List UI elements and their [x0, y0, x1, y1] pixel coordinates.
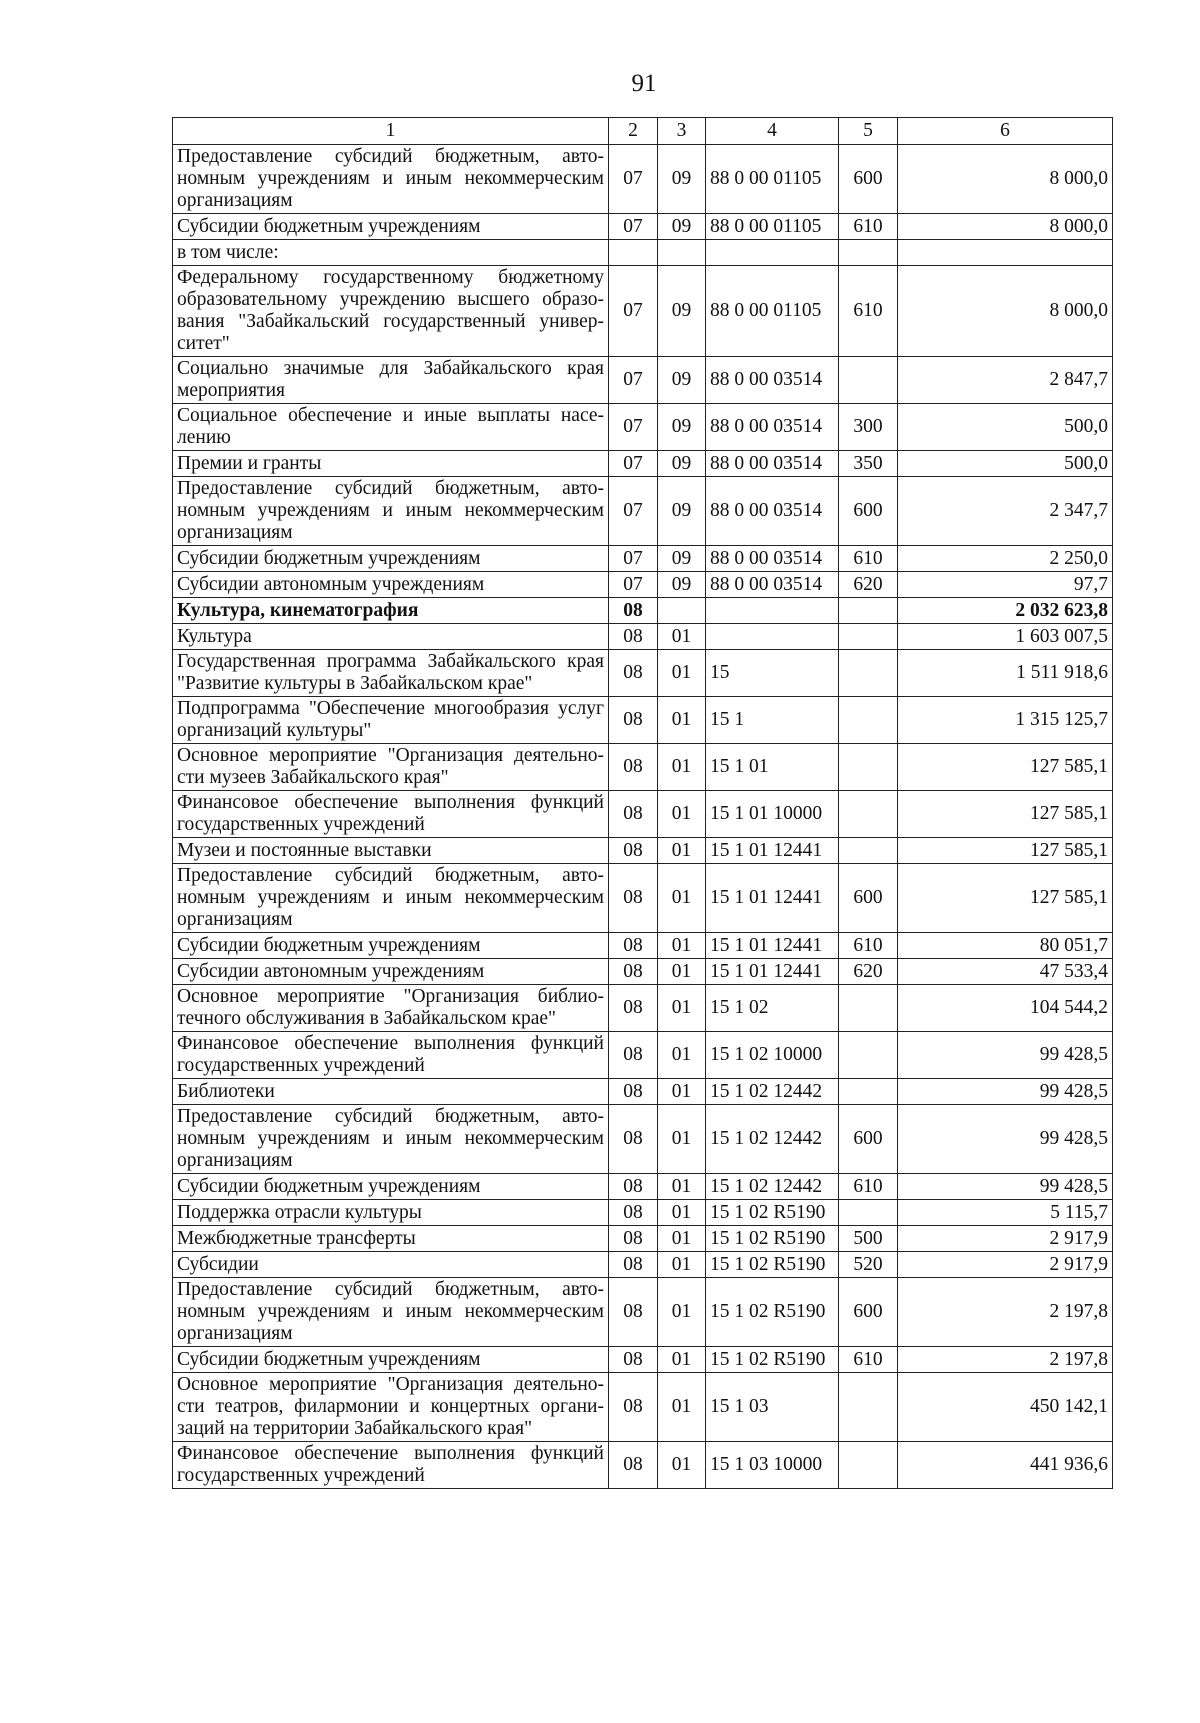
- row-amount-cell: 450 142,1: [898, 1373, 1113, 1442]
- row-amount-cell: 104 544,2: [898, 985, 1113, 1032]
- table-row: [173, 1174, 1113, 1200]
- table-row: [173, 1079, 1113, 1105]
- row-expense-type-cell: [839, 1032, 898, 1079]
- table-row: [173, 791, 1113, 838]
- row-target-article-cell: 15 1 02 R5190: [706, 1252, 839, 1278]
- row-amount-cell: 441 936,6: [898, 1442, 1113, 1489]
- row-name-cell: Библиотеки: [173, 1079, 609, 1105]
- table-row: [173, 1252, 1113, 1278]
- row-expense-type-cell: [839, 697, 898, 744]
- row-amount-cell: 2 032 623,8: [898, 598, 1113, 624]
- table-row: [173, 624, 1113, 650]
- row-subsection-cell: 09: [658, 214, 706, 240]
- table-header-row: [173, 118, 1113, 145]
- row-subsection-cell: 01: [658, 744, 706, 791]
- column-header-3: 3: [658, 118, 706, 145]
- row-subsection-cell: [658, 240, 706, 266]
- row-name-cell: Предоставление субсидий бюджетным, автономным учреждениям и иным некоммерческим организациям: [173, 1278, 609, 1347]
- table-row: [173, 1200, 1113, 1226]
- row-subsection-cell: 01: [658, 1079, 706, 1105]
- row-subsection-cell: 01: [658, 864, 706, 933]
- row-section-cell: 07: [609, 404, 658, 451]
- row-name-cell: Премии и гранты: [173, 451, 609, 477]
- row-expense-type-cell: [839, 357, 898, 404]
- row-amount-cell: 8 000,0: [898, 145, 1113, 214]
- row-target-article-cell: 88 0 00 01105: [706, 266, 839, 357]
- row-target-article-cell: 88 0 00 01105: [706, 214, 839, 240]
- row-target-article-cell: 15 1 01 12441: [706, 864, 839, 933]
- table-row: [173, 546, 1113, 572]
- row-subsection-cell: 01: [658, 985, 706, 1032]
- row-target-article-cell: 15 1 02 12442: [706, 1174, 839, 1200]
- table-row: [173, 1347, 1113, 1373]
- row-section-cell: 08: [609, 1442, 658, 1489]
- row-expense-type-cell: [839, 1200, 898, 1226]
- row-amount-cell: 1 511 918,6: [898, 650, 1113, 697]
- row-target-article-cell: 15 1 02 12442: [706, 1079, 839, 1105]
- row-name-cell: Предоставление субсидий бюджетным, автономным учреждениям и иным некоммерческим организациям: [173, 1105, 609, 1174]
- table-row: [173, 451, 1113, 477]
- row-section-cell: 08: [609, 1105, 658, 1174]
- row-name-cell: Субсидии бюджетным учреждениям: [173, 1347, 609, 1373]
- row-target-article-cell: 15 1 03 10000: [706, 1442, 839, 1489]
- row-section-cell: 08: [609, 598, 658, 624]
- row-section-cell: 07: [609, 477, 658, 546]
- row-target-article-cell: [706, 240, 839, 266]
- row-expense-type-cell: [839, 744, 898, 791]
- column-header-6: 6: [898, 118, 1113, 145]
- row-amount-cell: 99 428,5: [898, 1105, 1113, 1174]
- row-section-cell: 08: [609, 1347, 658, 1373]
- row-subsection-cell: 01: [658, 1032, 706, 1079]
- row-target-article-cell: 15: [706, 650, 839, 697]
- row-amount-cell: 127 585,1: [898, 838, 1113, 864]
- row-amount-cell: 99 428,5: [898, 1174, 1113, 1200]
- row-expense-type-cell: 610: [839, 546, 898, 572]
- row-expense-type-cell: [839, 1373, 898, 1442]
- row-name-cell: Субсидии бюджетным учреждениям: [173, 1174, 609, 1200]
- row-section-cell: 07: [609, 572, 658, 598]
- row-target-article-cell: 88 0 00 03514: [706, 404, 839, 451]
- row-expense-type-cell: [839, 240, 898, 266]
- row-subsection-cell: 09: [658, 145, 706, 214]
- row-amount-cell: 99 428,5: [898, 1079, 1113, 1105]
- row-subsection-cell: 01: [658, 1347, 706, 1373]
- row-amount-cell: 127 585,1: [898, 864, 1113, 933]
- row-expense-type-cell: 620: [839, 572, 898, 598]
- row-target-article-cell: 15 1 02 10000: [706, 1032, 839, 1079]
- row-section-cell: 08: [609, 1252, 658, 1278]
- row-subsection-cell: [658, 598, 706, 624]
- row-subsection-cell: 01: [658, 1252, 706, 1278]
- row-expense-type-cell: 600: [839, 864, 898, 933]
- table-row: [173, 572, 1113, 598]
- row-subsection-cell: 01: [658, 1174, 706, 1200]
- row-target-article-cell: 15 1 02: [706, 985, 839, 1032]
- table-row: [173, 1373, 1113, 1442]
- row-target-article-cell: 15 1 02 R5190: [706, 1347, 839, 1373]
- table-row: [173, 697, 1113, 744]
- row-subsection-cell: 09: [658, 477, 706, 546]
- row-expense-type-cell: [839, 1079, 898, 1105]
- table-row: [173, 404, 1113, 451]
- row-name-cell: Государственная программа Забайкальского края "Развитие культуры в Забайкальском крае": [173, 650, 609, 697]
- row-amount-cell: 1 603 007,5: [898, 624, 1113, 650]
- row-name-cell: Подпрограмма "Обеспечение многообразия услуг организаций культуры": [173, 697, 609, 744]
- table-row: [173, 959, 1113, 985]
- row-amount-cell: 47 533,4: [898, 959, 1113, 985]
- row-subsection-cell: 09: [658, 404, 706, 451]
- row-section-cell: 08: [609, 650, 658, 697]
- row-amount-cell: [898, 240, 1113, 266]
- row-target-article-cell: 15 1 02 R5190: [706, 1278, 839, 1347]
- row-section-cell: 07: [609, 357, 658, 404]
- row-target-article-cell: 88 0 00 03514: [706, 572, 839, 598]
- row-subsection-cell: 09: [658, 357, 706, 404]
- row-subsection-cell: 01: [658, 791, 706, 838]
- row-name-cell: Музеи и постоянные выставки: [173, 838, 609, 864]
- row-expense-type-cell: [839, 1442, 898, 1489]
- row-name-cell: Социально значимые для Забайкальского края мероприятия: [173, 357, 609, 404]
- row-target-article-cell: 15 1 01 12441: [706, 838, 839, 864]
- table-row: [173, 744, 1113, 791]
- row-name-cell: Межбюджетные трансферты: [173, 1226, 609, 1252]
- row-amount-cell: 97,7: [898, 572, 1113, 598]
- row-target-article-cell: 88 0 00 03514: [706, 477, 839, 546]
- table-row: [173, 933, 1113, 959]
- row-amount-cell: 500,0: [898, 451, 1113, 477]
- row-target-article-cell: 15 1 03: [706, 1373, 839, 1442]
- column-header-1: 1: [173, 118, 609, 145]
- column-header-2: 2: [609, 118, 658, 145]
- row-section-cell: 08: [609, 1200, 658, 1226]
- table-row: [173, 214, 1113, 240]
- row-section-cell: 08: [609, 1278, 658, 1347]
- row-target-article-cell: 15 1 02 R5190: [706, 1226, 839, 1252]
- row-name-cell: Культура: [173, 624, 609, 650]
- table-row: [173, 266, 1113, 357]
- row-subsection-cell: 09: [658, 266, 706, 357]
- row-subsection-cell: 09: [658, 546, 706, 572]
- row-section-cell: 08: [609, 1032, 658, 1079]
- row-subsection-cell: 09: [658, 451, 706, 477]
- row-amount-cell: 127 585,1: [898, 744, 1113, 791]
- row-section-cell: 08: [609, 791, 658, 838]
- row-expense-type-cell: [839, 985, 898, 1032]
- row-name-cell: Субсидии автономным учреждениям: [173, 572, 609, 598]
- table-row: [173, 1032, 1113, 1079]
- row-section-cell: 08: [609, 1373, 658, 1442]
- row-target-article-cell: 15 1 01 12441: [706, 933, 839, 959]
- row-name-cell: Основное мероприятие "Организация библиотечного обслуживания в Забайкальском крае": [173, 985, 609, 1032]
- row-expense-type-cell: 600: [839, 145, 898, 214]
- row-expense-type-cell: 610: [839, 1174, 898, 1200]
- row-target-article-cell: 15 1 01 12441: [706, 959, 839, 985]
- row-subsection-cell: 09: [658, 572, 706, 598]
- table-row: [173, 985, 1113, 1032]
- table-row: [173, 1226, 1113, 1252]
- table-row: [173, 598, 1113, 624]
- row-target-article-cell: 15 1 01 10000: [706, 791, 839, 838]
- row-name-cell: Культура, кинематография: [173, 598, 609, 624]
- table-row: [173, 357, 1113, 404]
- row-expense-type-cell: 610: [839, 266, 898, 357]
- row-name-cell: Субсидии автономным учреждениям: [173, 959, 609, 985]
- row-subsection-cell: 01: [658, 933, 706, 959]
- row-name-cell: в том числе:: [173, 240, 609, 266]
- row-section-cell: 08: [609, 864, 658, 933]
- row-name-cell: Социальное обеспечение и иные выплаты населению: [173, 404, 609, 451]
- table-row: [173, 240, 1113, 266]
- row-target-article-cell: 88 0 00 03514: [706, 451, 839, 477]
- row-subsection-cell: 01: [658, 1373, 706, 1442]
- row-name-cell: Субсидии бюджетным учреждениям: [173, 933, 609, 959]
- row-section-cell: 08: [609, 933, 658, 959]
- row-amount-cell: 2 917,9: [898, 1226, 1113, 1252]
- row-subsection-cell: 01: [658, 1278, 706, 1347]
- row-subsection-cell: 01: [658, 838, 706, 864]
- row-target-article-cell: [706, 598, 839, 624]
- row-name-cell: Основное мероприятие "Организация деятельности музеев Забайкальского края": [173, 744, 609, 791]
- row-section-cell: 08: [609, 985, 658, 1032]
- row-amount-cell: 8 000,0: [898, 266, 1113, 357]
- column-header-4: 4: [706, 118, 839, 145]
- row-name-cell: Поддержка отрасли культуры: [173, 1200, 609, 1226]
- row-amount-cell: 2 197,8: [898, 1347, 1113, 1373]
- row-expense-type-cell: 300: [839, 404, 898, 451]
- row-section-cell: 08: [609, 1174, 658, 1200]
- row-section-cell: 07: [609, 266, 658, 357]
- row-expense-type-cell: 620: [839, 959, 898, 985]
- row-expense-type-cell: [839, 598, 898, 624]
- row-expense-type-cell: [839, 791, 898, 838]
- row-expense-type-cell: [839, 650, 898, 697]
- column-header-5: 5: [839, 118, 898, 145]
- row-amount-cell: 80 051,7: [898, 933, 1113, 959]
- table-row: [173, 650, 1113, 697]
- row-amount-cell: 127 585,1: [898, 791, 1113, 838]
- row-subsection-cell: 01: [658, 650, 706, 697]
- row-section-cell: 08: [609, 744, 658, 791]
- row-subsection-cell: 01: [658, 1226, 706, 1252]
- row-expense-type-cell: 600: [839, 1105, 898, 1174]
- row-section-cell: [609, 240, 658, 266]
- row-amount-cell: 2 347,7: [898, 477, 1113, 546]
- row-subsection-cell: 01: [658, 1200, 706, 1226]
- row-name-cell: Предоставление субсидий бюджетным, автономным учреждениям и иным некоммерческим организациям: [173, 145, 609, 214]
- row-target-article-cell: 15 1 01: [706, 744, 839, 791]
- table-row: [173, 1442, 1113, 1489]
- row-section-cell: 07: [609, 451, 658, 477]
- row-section-cell: 08: [609, 1079, 658, 1105]
- row-expense-type-cell: [839, 838, 898, 864]
- row-amount-cell: 2 250,0: [898, 546, 1113, 572]
- row-target-article-cell: 15 1: [706, 697, 839, 744]
- row-subsection-cell: 01: [658, 624, 706, 650]
- row-amount-cell: 5 115,7: [898, 1200, 1113, 1226]
- table-row: [173, 1278, 1113, 1347]
- row-amount-cell: 500,0: [898, 404, 1113, 451]
- row-name-cell: Финансовое обеспечение выполнения функций государственных учреждений: [173, 791, 609, 838]
- row-target-article-cell: 15 1 02 R5190: [706, 1200, 839, 1226]
- row-section-cell: 07: [609, 145, 658, 214]
- row-expense-type-cell: 520: [839, 1252, 898, 1278]
- row-subsection-cell: 01: [658, 1442, 706, 1489]
- table-row: [173, 838, 1113, 864]
- row-section-cell: 08: [609, 1226, 658, 1252]
- row-expense-type-cell: 610: [839, 933, 898, 959]
- row-name-cell: Финансовое обеспечение выполнения функций государственных учреждений: [173, 1032, 609, 1079]
- row-expense-type-cell: 350: [839, 451, 898, 477]
- row-section-cell: 08: [609, 624, 658, 650]
- row-expense-type-cell: 500: [839, 1226, 898, 1252]
- row-expense-type-cell: 600: [839, 477, 898, 546]
- row-name-cell: Субсидии бюджетным учреждениям: [173, 214, 609, 240]
- page-number: 91: [631, 70, 657, 97]
- row-target-article-cell: 15 1 02 12442: [706, 1105, 839, 1174]
- table-row: [173, 477, 1113, 546]
- row-section-cell: 08: [609, 838, 658, 864]
- row-subsection-cell: 01: [658, 697, 706, 744]
- row-section-cell: 07: [609, 214, 658, 240]
- table-row: [173, 1105, 1113, 1174]
- row-target-article-cell: [706, 624, 839, 650]
- row-name-cell: Федеральному государственному бюджетному образовательному учреждению высшего образования "Забайкальский государственный университет": [173, 266, 609, 357]
- table-row: [173, 145, 1113, 214]
- row-amount-cell: 2 197,8: [898, 1278, 1113, 1347]
- row-target-article-cell: 88 0 00 03514: [706, 357, 839, 404]
- row-target-article-cell: 88 0 00 03514: [706, 546, 839, 572]
- row-target-article-cell: 88 0 00 01105: [706, 145, 839, 214]
- row-expense-type-cell: 610: [839, 214, 898, 240]
- row-amount-cell: 8 000,0: [898, 214, 1113, 240]
- row-name-cell: Финансовое обеспечение выполнения функций государственных учреждений: [173, 1442, 609, 1489]
- row-subsection-cell: 01: [658, 959, 706, 985]
- table-row: [173, 864, 1113, 933]
- row-subsection-cell: 01: [658, 1105, 706, 1174]
- row-section-cell: 07: [609, 546, 658, 572]
- row-section-cell: 08: [609, 697, 658, 744]
- row-expense-type-cell: 600: [839, 1278, 898, 1347]
- row-expense-type-cell: 610: [839, 1347, 898, 1373]
- row-name-cell: Основное мероприятие "Организация деятельности театров, филармонии и концертных организаций на территории Забайкальского края": [173, 1373, 609, 1442]
- row-amount-cell: 2 847,7: [898, 357, 1113, 404]
- row-name-cell: Субсидии: [173, 1252, 609, 1278]
- row-amount-cell: 99 428,5: [898, 1032, 1113, 1079]
- budget-table: [172, 117, 1113, 1489]
- row-name-cell: Субсидии бюджетным учреждениям: [173, 546, 609, 572]
- row-amount-cell: 2 917,9: [898, 1252, 1113, 1278]
- row-name-cell: Предоставление субсидий бюджетным, автономным учреждениям и иным некоммерческим организациям: [173, 477, 609, 546]
- row-expense-type-cell: [839, 624, 898, 650]
- row-section-cell: 08: [609, 959, 658, 985]
- row-amount-cell: 1 315 125,7: [898, 697, 1113, 744]
- row-name-cell: Предоставление субсидий бюджетным, автономным учреждениям и иным некоммерческим организациям: [173, 864, 609, 933]
